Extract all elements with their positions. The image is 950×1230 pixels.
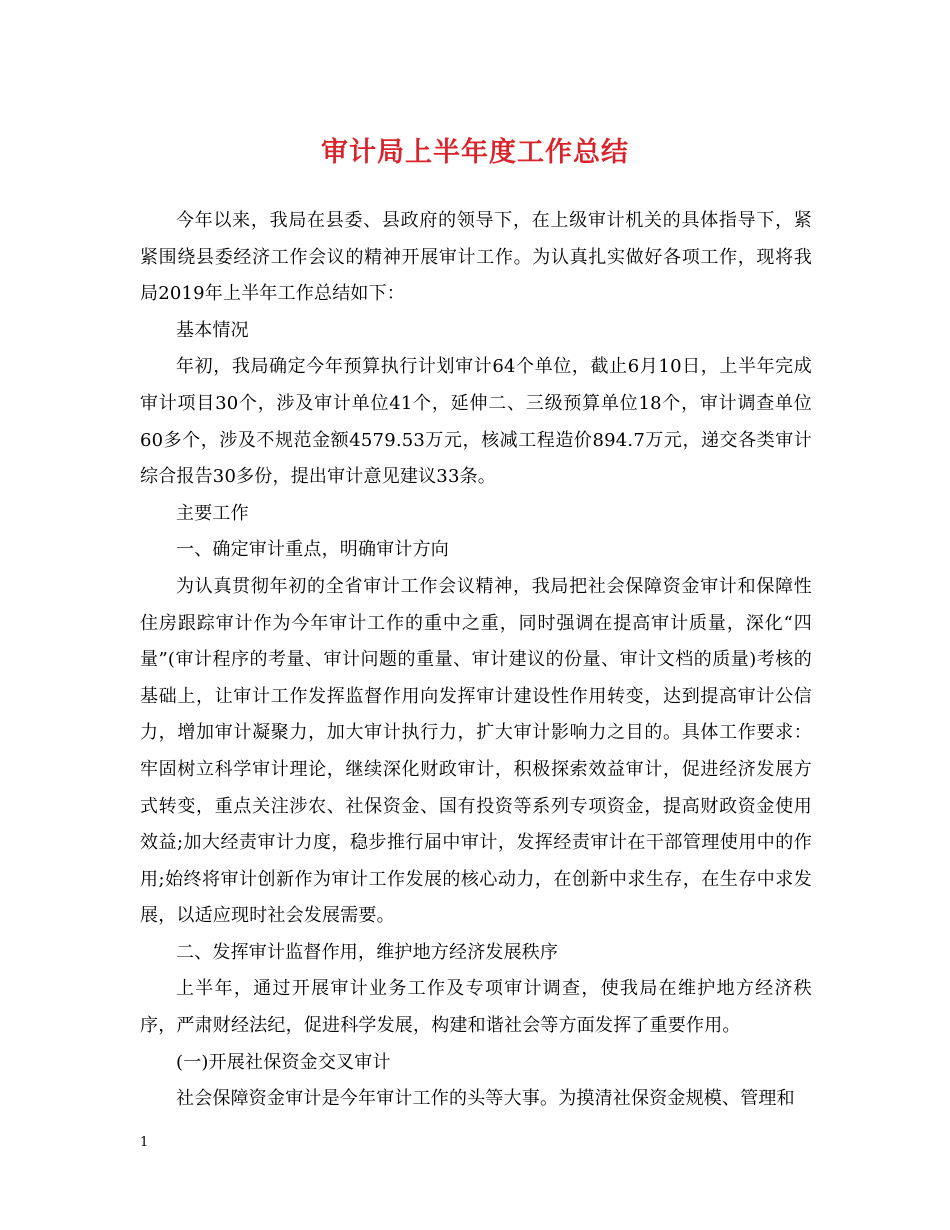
section-heading-main-work: 主要工作 <box>176 502 249 524</box>
paragraph-subheading-2: 上半年，通过开展审计业务工作及专项审计调查，使我局在维护地方经济秩序，严肃财经法纪，促进科学发展，构建和谐社会等方面发挥了重要作用。 <box>140 978 812 1037</box>
subheading-2: 二、发挥审计监督作用，维护地方经济发展秩序 <box>176 941 559 963</box>
paragraph-subheading-1: 为认真贯彻年初的全省审计工作会议精神，我局把社会保障资金审计和保障性住房跟踪审计作为今年审计工作的重中之重，同时强调在提高审计质量，深化“四量”(审计程序的考量、审计问题的重量、审计建议的份量、审计文档的质量)考核的基础上，让审计工作发挥监督作用向发挥审计建设性作用转变，达到提高审计公信力，增加审计凝聚力，加大审计执行力，扩大审计影响力之目的。具体工作要求：牢固树立科学审计理论，继续深化财政审计，积极探索效益审计，促进经济发展方式转变，重点关注涉农、社保资金、国有投资等系列专项资金，提高财政资金使用效益;加大经责审计力度，稳步推行届中审计，发挥经责审计在干部管理使用中的作用;始终将审计创新作为审计工作发展的核心动力，在创新中求生存，在生存中求发展，以适应现时社会发展需要。 <box>140 575 812 927</box>
document-body <box>140 203 812 1118</box>
paragraph-intro: 今年以来，我局在县委、县政府的领导下，在上级审计机关的具体指导下，紧紧围绕县委经济工作会议的精神开展审计工作。为认真扎实做好各项工作，现将我局2019年上半年工作总结如下： <box>140 210 812 305</box>
document-title: 审计局上半年度工作总结 <box>321 137 629 168</box>
subheading-2-1: (一)开展社保资金交叉审计 <box>176 1051 391 1073</box>
paragraph-subheading-2-1: 社会保障资金审计是今年审计工作的头等大事。为摸清社保资金规模、管理和 <box>176 1088 795 1110</box>
paragraph-basic-situation: 年初，我局确定今年预算执行计划审计64个单位，截止6月10日，上半年完成审计项目30个，涉及审计单位41个，延伸二、三级预算单位18个，审计调查单位60多个，涉及不规范金额4579.53万元，核减工程造价894.7万元，递交各类审计综合报告30多份，提出审计意见建议33条。 <box>140 356 812 488</box>
subheading-1: 一、确定审计重点，明确审计方向 <box>176 539 449 561</box>
page-number: 1 <box>140 1135 149 1150</box>
section-heading-basic-situation: 基本情况 <box>176 319 249 341</box>
